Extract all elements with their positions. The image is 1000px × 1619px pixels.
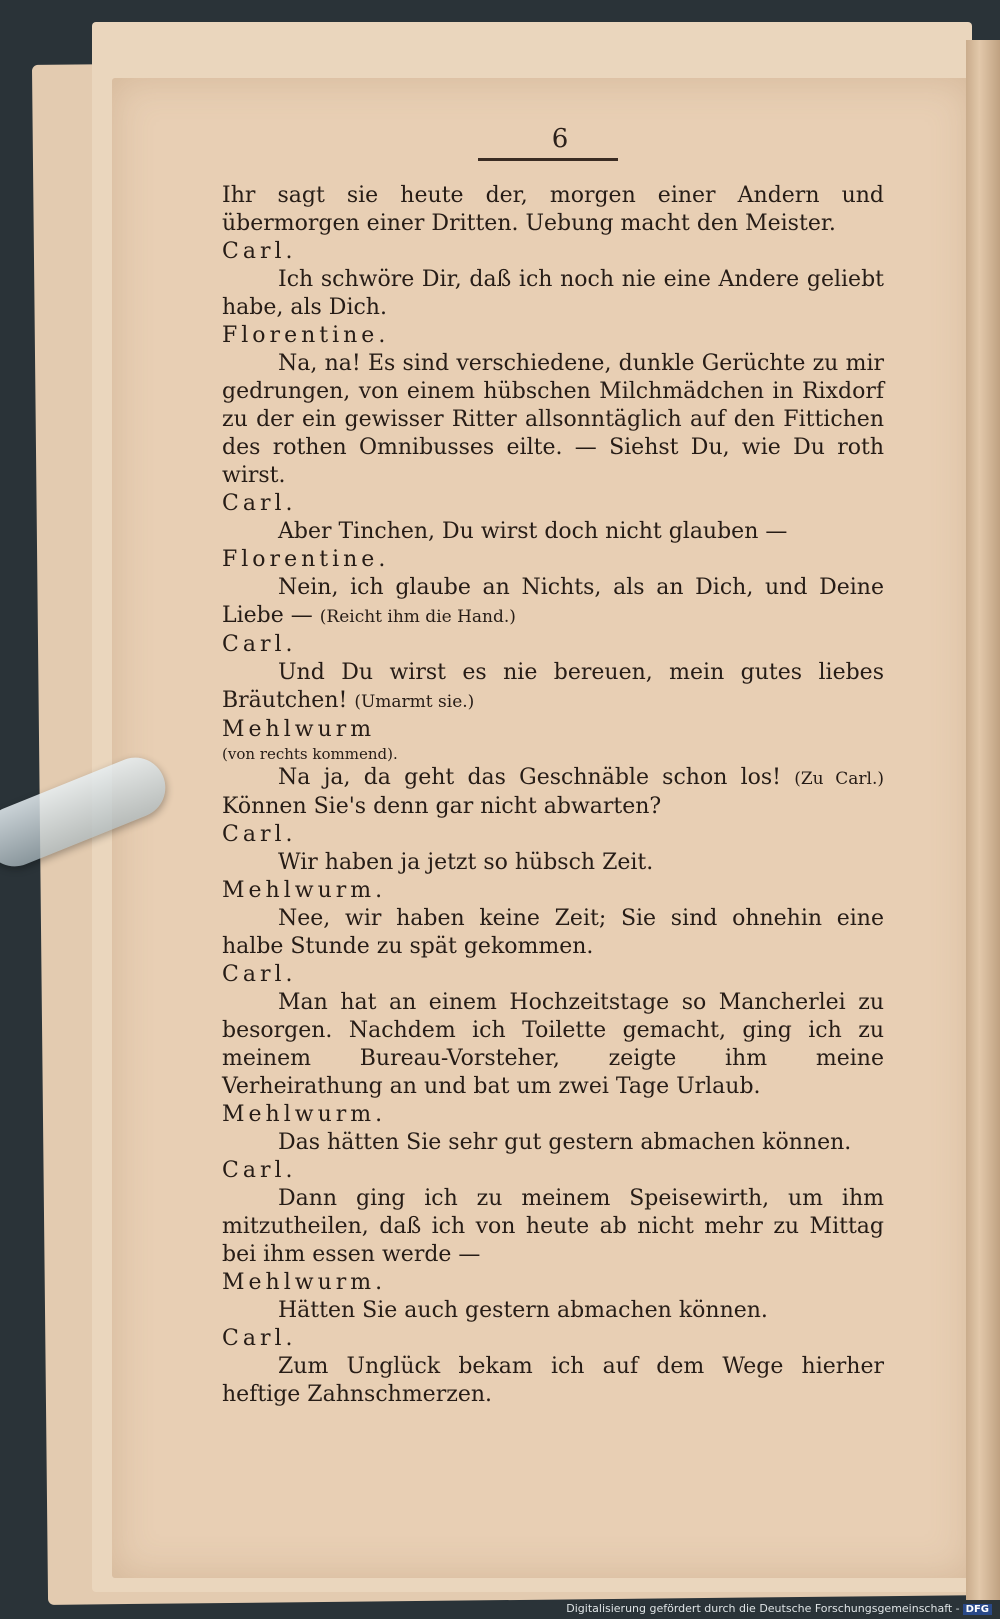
dialogue-paragraph	[222, 989, 884, 1101]
dialogue-paragraph	[222, 905, 884, 961]
inline-stage-direction: (Reicht ihm die Hand.)	[319, 607, 516, 627]
dialogue-text: Ihr sagt sie heute der, morgen einer Andern und übermorgen einer Dritten. Uebung macht den Meister.	[222, 183, 884, 236]
speaker-name: Carl.	[222, 1158, 297, 1183]
speaker-name: Carl.	[222, 239, 297, 264]
dialogue-text: Na, na! Es sind verschiedene, dunkle Gerüchte zu mir gedrungen, von einem hübschen Milchmädchen in Rixdorf zu der ein gewisser Ritter allsonntäglich auf den Fittichen des rothen Omnibusses eilte. — Siehst Du, wie Du roth wirst.	[222, 351, 884, 488]
speaker-name: Carl.	[222, 962, 297, 987]
dialogue-text-continued: Können Sie's denn gar nicht abwarten?	[222, 794, 662, 819]
dialogue-text: Wir haben ja jetzt so hübsch Zeit.	[278, 850, 654, 875]
speaker-name: Carl.	[222, 1326, 297, 1351]
dialogue-text: Und Du wirst es nie bereuen, mein gutes liebes Bräutchen!	[222, 660, 884, 713]
dialogue-paragraph	[222, 1353, 884, 1409]
speaker-name: Florentine.	[222, 547, 390, 572]
footer-credit	[566, 1602, 992, 1615]
dialogue-paragraph	[222, 849, 884, 877]
dialogue-text: Dann ging ich zu meinem Speisewirth, um ihm mitzutheilen, daß ich von heute ab nicht mehr zu Mittag bei ihm essen werde —	[222, 1186, 884, 1267]
dialogue-text: Das hätten Sie sehr gut gestern abmachen können.	[278, 1130, 852, 1155]
speaker-name: Carl.	[222, 491, 297, 516]
speaker-name: Carl.	[222, 632, 297, 657]
dialogue-paragraph	[222, 659, 884, 716]
page-number: 6	[551, 124, 569, 154]
dialogue-paragraph	[222, 1129, 884, 1157]
page-edge	[966, 40, 1000, 1600]
dialogue-paragraph	[222, 182, 884, 238]
dialogue-text: Hätten Sie auch gestern abmachen können.	[278, 1298, 768, 1323]
dialogue-text: Ich schwöre Dir, daß ich noch nie eine Andere geliebt habe, als Dich.	[222, 267, 884, 320]
dialogue-paragraph	[222, 574, 884, 631]
speaker-name: Mehlwurm.	[222, 878, 387, 903]
speaker-name: Florentine.	[222, 323, 390, 348]
stage-direction: (von rechts kommend).	[222, 745, 398, 763]
inline-stage-direction: (Zu Carl.)	[794, 769, 884, 789]
speaker-name: Carl.	[222, 822, 297, 847]
page-number-rule	[478, 158, 618, 161]
dialogue-text: Man hat an einem Hochzeitstage so Mancherlei zu besorgen. Nachdem ich Toilette gemacht, ging ich zu meinem Bureau-Vorsteher, zeigte ihm meine Verheirathung an und bat um zwei Tage Urlaub.	[222, 990, 884, 1099]
dialogue-paragraph	[222, 1185, 884, 1269]
dialogue-text: Aber Tinchen, Du wirst doch nicht glauben —	[278, 519, 788, 544]
inline-stage-direction: (Umarmt sie.)	[354, 692, 475, 712]
footer-text: Digitalisierung gefördert durch die Deutsche Forschungsgemeinschaft -	[566, 1602, 960, 1615]
speaker-name: Mehlwurm.	[222, 1270, 387, 1295]
dialogue-paragraph	[222, 1297, 884, 1325]
page-text	[222, 182, 884, 1409]
speaker-name: Mehlwurm	[222, 717, 376, 742]
dialogue-text: Nee, wir haben keine Zeit; Sie sind ohnehin eine halbe Stunde zu spät gekommen.	[222, 906, 884, 959]
dialogue-paragraph	[222, 518, 884, 546]
dfg-logo: DFG	[963, 1604, 992, 1615]
dialogue-paragraph	[222, 266, 884, 322]
dialogue-paragraph	[222, 764, 884, 821]
speaker-name: Mehlwurm.	[222, 1102, 387, 1127]
dialogue-text: Na ja, da geht das Geschnäble schon los!	[278, 765, 781, 790]
dialogue-text: Nein, ich glaube an Nichts, als an Dich, und Deine Liebe —	[222, 575, 884, 628]
dialogue-paragraph	[222, 350, 884, 490]
dialogue-text: Zum Unglück bekam ich auf dem Wege hierher heftige Zahnschmerzen.	[222, 1354, 884, 1407]
